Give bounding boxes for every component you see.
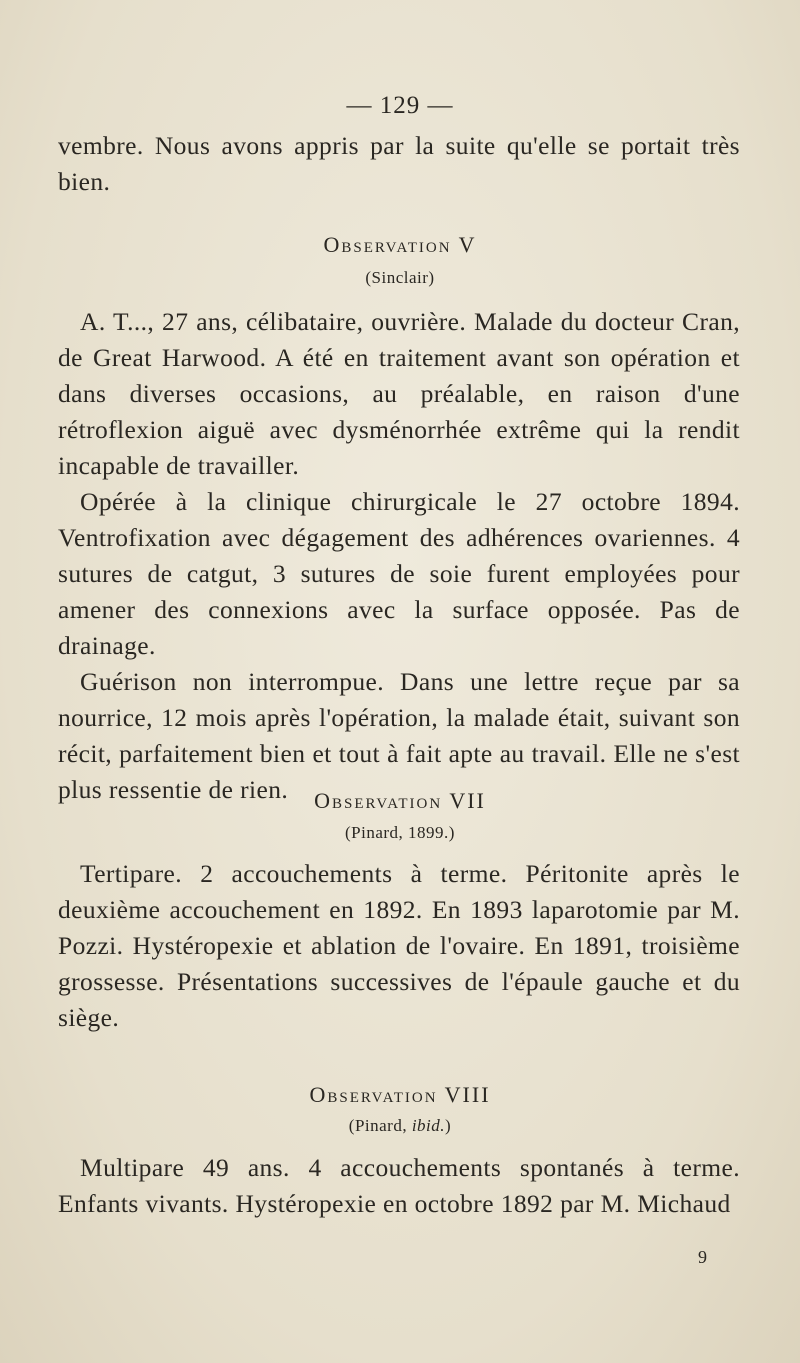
observation-8-source [0,1116,800,1136]
observation-7-body [58,856,740,1036]
observation-7-title: Observation VII [314,788,486,813]
observation-5-paragraph-2: Opérée à la clinique chirurgicale le 27 octobre 1894. Ventrofixation avec dégagement des adhérences ovariennes. 4 sutures de catgut, 3 sutures de soie furent employées pour amener des connexions avec la surface opposée. Pas de drainage. [58,487,740,660]
observation-7-paragraph: Tertipare. 2 accouchements à terme. Péritonite après le deuxième accouchement en 1892. En 1893 laparotomie par M. Pozzi. Hystéropexie et ablation de l'ovaire. En 1891, troisième grossesse. Présentations successives de l'épaule gauche et du siège. [58,859,740,1032]
observation-8-source-close: ) [445,1116,452,1135]
observation-8-source-ibid: ibid. [411,1116,446,1135]
observation-7-source: (Pinard, 1899.) [345,823,455,842]
observation-5-title: Observation V [323,232,477,257]
intro-text: vembre. Nous avons appris par la suite qu'elle se portait très bien. [58,131,740,196]
intro-paragraph [58,128,740,200]
signature-mark: 9 [698,1247,707,1267]
observation-5-paragraph-1: A. T..., 27 ans, célibataire, ouvrière. Malade du docteur Cran, de Great Harwood. A été en traitement avant son opération et dans diverses occasions, au préalable, en raison d'une rétroflexion aiguë avec dysménorrhée extrême qui la rendit incapable de travailler. [58,307,740,480]
observation-5-paragraph-3: Guérison non interrompue. Dans une lettre reçue par sa nourrice, 12 mois après l'opération, la malade était, suivant son récit, parfaitement bien et tout à fait apte au travail. Elle ne s'est plus ressentie de rien. [58,667,740,804]
page-number: — 129 — [346,92,454,119]
observation-8-title: Observation VIII [309,1082,491,1107]
observation-8-paragraph: Multipare 49 ans. 4 accouchements spontanés à terme. Enfants vivants. Hystéropexie en octobre 1892 par M. Michaud [58,1153,740,1218]
observation-8-source-author: (Pinard, [348,1116,412,1135]
observation-8-body [58,1150,740,1222]
observation-5-body [58,304,740,808]
observation-5-source: (Sinclair) [365,268,435,287]
